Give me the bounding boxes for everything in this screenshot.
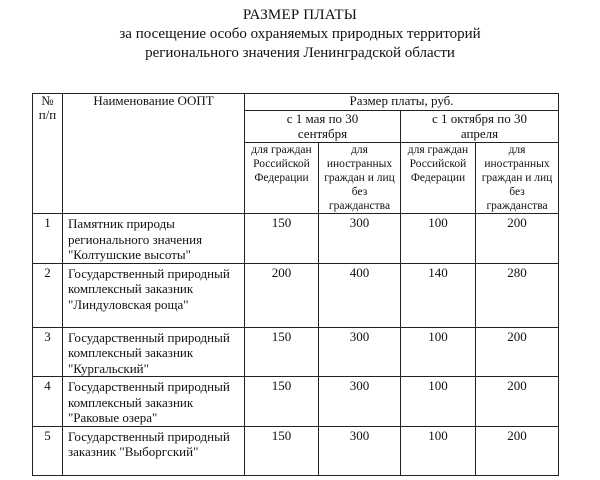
row-winter-rf: 100 <box>401 377 476 427</box>
row-name: Государственный природный комплексный заказник "Линдуловская роща" <box>63 263 245 327</box>
header-summer-foreign: для иностранных граждан и лиц без гражданства <box>319 143 401 214</box>
row-summer-rf: 200 <box>245 263 319 327</box>
header-name: Наименование ООПТ <box>63 94 245 214</box>
row-winter-rf: 100 <box>401 426 476 475</box>
row-name: Государственный природный комплексный заказник "Раковые озера" <box>63 377 245 427</box>
table-row <box>33 426 559 475</box>
row-name: Государственный природный комплексный заказник "Кургальский" <box>63 327 245 377</box>
row-number: 2 <box>33 263 63 327</box>
row-summer-foreign: 300 <box>319 327 401 377</box>
row-summer-rf: 150 <box>245 327 319 377</box>
row-summer-foreign: 300 <box>319 214 401 264</box>
row-number: 5 <box>33 426 63 475</box>
header-summer-rf: для граждан Российской Федерации <box>245 143 319 214</box>
document-subtitle-line1: за посещение особо охраняемых природных территорий <box>119 26 481 42</box>
row-winter-rf: 100 <box>401 214 476 264</box>
document-title: РАЗМЕР ПЛАТЫ <box>242 7 358 23</box>
header-winter-foreign: для иностранных граждан и лиц без гражданства <box>476 143 559 214</box>
row-summer-rf: 150 <box>245 214 319 264</box>
table-row <box>33 327 559 377</box>
row-summer-foreign: 300 <box>319 377 401 427</box>
row-winter-foreign: 200 <box>476 327 559 377</box>
header-number: № п/п <box>33 94 63 214</box>
row-winter-foreign: 200 <box>476 377 559 427</box>
row-winter-rf: 100 <box>401 327 476 377</box>
row-winter-foreign: 200 <box>476 426 559 475</box>
document-subtitle-line2: регионального значения Ленинградской области <box>145 45 455 61</box>
row-summer-rf: 150 <box>245 377 319 427</box>
header-season-summer: с 1 мая по 30 сентября <box>245 111 401 143</box>
table-row <box>33 377 559 427</box>
row-name: Государственный природный заказник "Выборгский" <box>63 426 245 475</box>
row-name: Памятник природы регионального значения "Колтушские высоты" <box>63 214 245 264</box>
row-winter-foreign: 200 <box>476 214 559 264</box>
row-number: 1 <box>33 214 63 264</box>
fee-table <box>32 93 559 476</box>
row-summer-rf: 150 <box>245 426 319 475</box>
document-header <box>0 6 600 63</box>
row-winter-foreign: 280 <box>476 263 559 327</box>
row-number: 4 <box>33 377 63 427</box>
header-fee-group: Размер платы, руб. <box>245 94 559 111</box>
row-summer-foreign: 400 <box>319 263 401 327</box>
header-winter-rf: для граждан Российской Федерации <box>401 143 476 214</box>
row-winter-rf: 140 <box>401 263 476 327</box>
row-number: 3 <box>33 327 63 377</box>
table-row <box>33 214 559 264</box>
row-summer-foreign: 300 <box>319 426 401 475</box>
header-season-winter: с 1 октября по 30 апреля <box>401 111 559 143</box>
table-row <box>33 263 559 327</box>
